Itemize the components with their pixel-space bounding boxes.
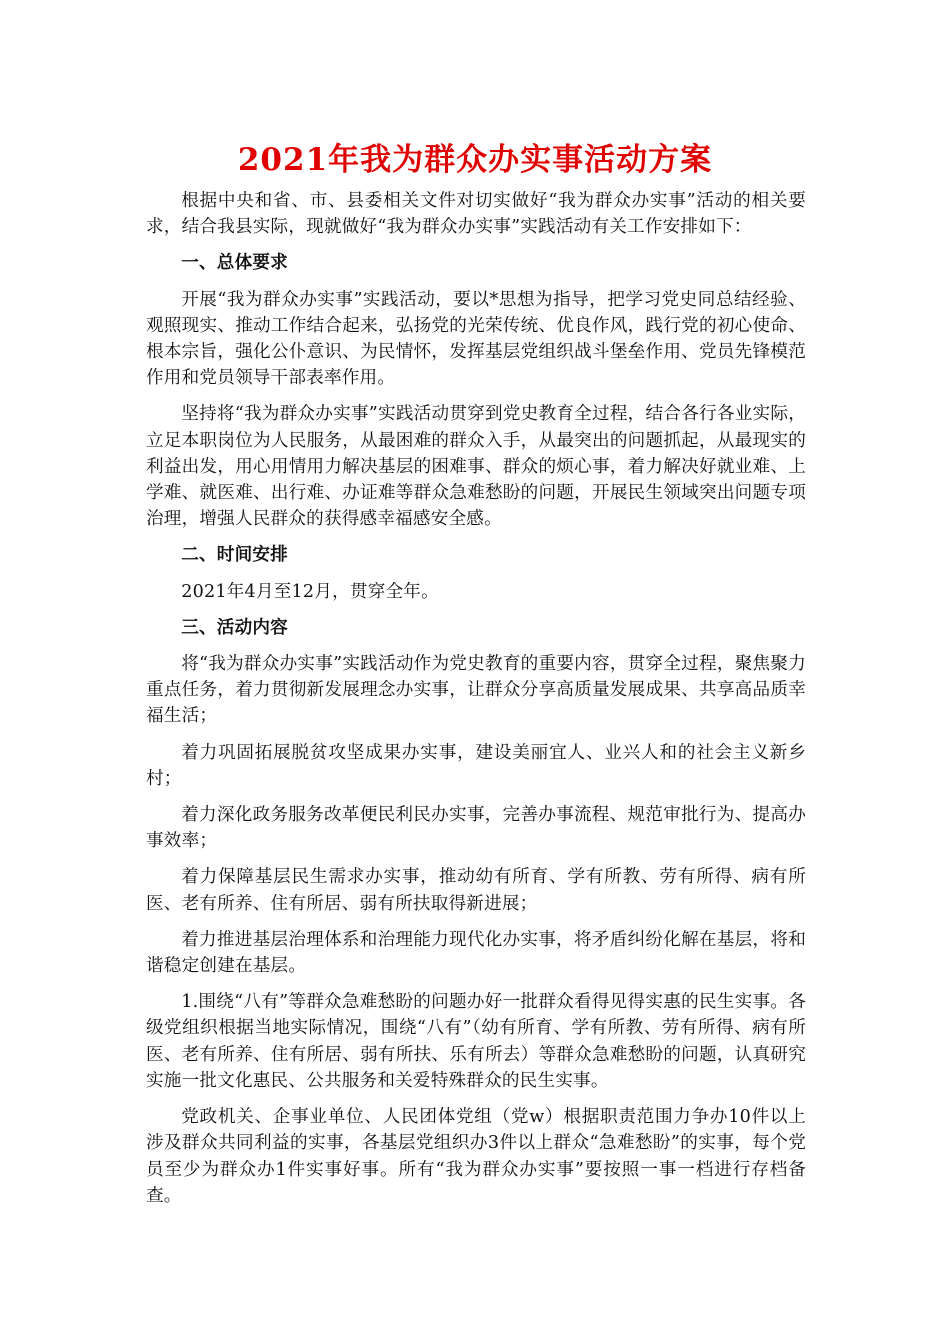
body-paragraph: 着力推进基层治理体系和治理能力现代化办实事，将矛盾纠纷化解在基层，将和谐稳定创建在基层。 bbox=[146, 929, 806, 977]
body-paragraph: 将“我为群众办实事”实践活动作为党史教育的重要内容，贯穿全过程，聚焦聚力重点任务，着力贯彻新发展理念办实事，让群众分享高质量发展成果、共享高品质幸福生活； bbox=[146, 654, 806, 727]
body-paragraph: 着力深化政务服务改革便民利民办实事，完善办事流程、规范审批行为、提高办事效率； bbox=[146, 805, 806, 852]
section-heading: 一、总体要求 bbox=[181, 252, 288, 274]
body-paragraph: 1.围绕“八有”等群众急难愁盼的问题办好一批群众看得见得实惠的民生实事。各级党组织根据当地实际情况，围绕“八有”（幼有所育、学有所教、劳有所得、病有所医、老有所养、住有所居、弱有所扶、乐有所去）等群众急难愁盼的问题，认真研究实施一批文化惠民、公共服务和关爱特殊群众的民生实事。 bbox=[146, 992, 806, 1091]
section-heading: 三、活动内容 bbox=[181, 616, 288, 638]
section-heading: 二、时间安排 bbox=[181, 544, 288, 566]
document-body bbox=[146, 188, 806, 1219]
body-paragraph: 着力保障基层民生需求办实事，推动幼有所育、学有所教、劳有所得、病有所医、老有所养、住有所居、弱有所扶取得新进展； bbox=[146, 867, 806, 914]
body-paragraph: 开展“我为群众办实事”实践活动，要以*思想为指导，把学习党史同总结经验、观照现实、推动工作结合起来，弘扬党的光荣传统、优良作风，践行党的初心使命、根本宗旨，强化公仆意识、为民情怀，发挥基层党组织战斗堡垒作用、党员先锋模范作用和党员领导干部表率作用。 bbox=[146, 289, 806, 389]
body-paragraph: 党政机关、企事业单位、人民团体党组（党w）根据职责范围力争办10件以上涉及群众共同利益的实事，各基层党组织办3件以上群众“急难愁盼”的实事，每个党员至少为群众办1件实事好事。所有“我为群众办实事”要按照一事一档进行存档备查。 bbox=[146, 1107, 806, 1206]
body-paragraph: 根据中央和省、市、县委相关文件对切实做好“我为群众办实事”活动的相关要求，结合我县实际，现就做好“我为群众办实事”实践活动有关工作安排如下： bbox=[146, 191, 806, 238]
body-paragraph: 着力巩固拓展脱贫攻坚成果办实事，建设美丽宜人、业兴人和的社会主义新乡村； bbox=[146, 742, 806, 789]
body-paragraph: 2021年4月至12月，贯穿全年。 bbox=[181, 581, 439, 602]
body-paragraph: 坚持将“我为群众办实事”实践活动贯穿到党史教育全过程，结合各行各业实际，立足本职岗位为人民服务，从最困难的群众入手，从最突出的问题抓起，从最现实的利益出发，用心用情用力解决基层的困难事、群众的烦心事，着力解决好就业难、上学难、就医难、出行难、办证难等群众急难愁盼的问题，开展民生领域突出问题专项治理，增强人民群众的获得感幸福感安全感。 bbox=[146, 404, 806, 530]
document-title: 2021年我为群众办实事活动方案 bbox=[237, 142, 713, 178]
